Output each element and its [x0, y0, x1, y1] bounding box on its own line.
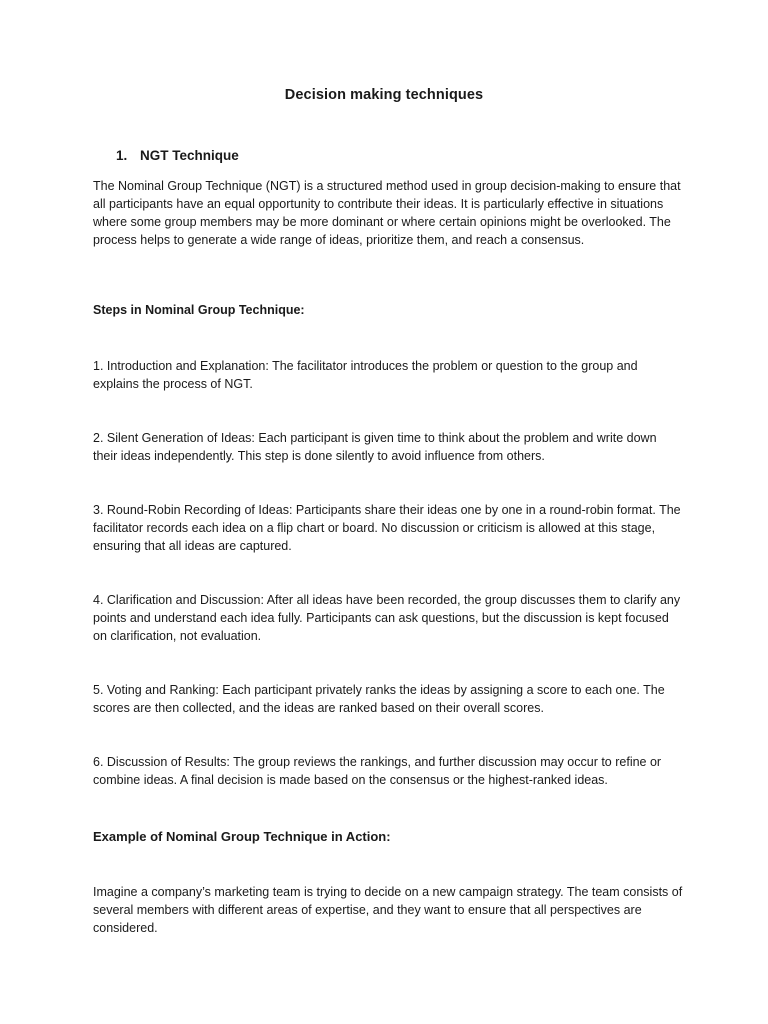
intro-paragraph: The Nominal Group Technique (NGT) is a structured method used in group decision-making to ensure that all participants have an equal opportunity to contribute their ideas. It is particularly effective in situations where some group members may be more dominant or where certain opinions might be overlooked. The process helps to generate a wide range of ideas, prioritize them, and reach a consensus.	[93, 179, 681, 247]
document-title: Decision making techniques	[284, 87, 484, 103]
step-3-paragraph: 3. Round-Robin Recording of Ideas: Participants share their ideas one by one in a round-robin format. The facilitator records each idea on a flip chart or board. No discussion or criticism is allowed at this stage, ensuring that all ideas are captured.	[93, 503, 681, 553]
step-5-paragraph: 5. Voting and Ranking: Each participant privately ranks the ideas by assigning a score to each one. The scores are then collected, and the ideas are ranked based on their overall scores.	[93, 683, 665, 715]
step-4-paragraph: 4. Clarification and Discussion: After all ideas have been recorded, the group discusses them to clarify any points and understand each idea fully. Participants can ask questions, but the discussion is kept focused on clarification, not evaluation.	[93, 593, 681, 643]
steps-heading: Steps in Nominal Group Technique:	[93, 303, 305, 317]
step-1-paragraph: 1. Introduction and Explanation: The facilitator introduces the problem or question to the group and explains the process of NGT.	[93, 359, 638, 391]
section-heading	[116, 148, 239, 163]
example-paragraph: Imagine a company’s marketing team is trying to decide on a new campaign strategy. The team consists of several members with different areas of expertise, and they want to ensure that all perspectives are considered.	[93, 885, 683, 935]
section-number: 1.	[116, 148, 128, 163]
step-2-paragraph: 2. Silent Generation of Ideas: Each participant is given time to think about the problem and write down their ideas independently. This step is done silently to avoid influence from others.	[93, 431, 657, 463]
step-6-paragraph: 6. Discussion of Results: The group reviews the rankings, and further discussion may occur to refine or combine ideas. A final decision is made based on the consensus or the highest-ranked ideas.	[93, 755, 662, 787]
example-heading: Example of Nominal Group Technique in Action:	[93, 829, 391, 844]
section-heading-text: NGT Technique	[140, 148, 239, 163]
